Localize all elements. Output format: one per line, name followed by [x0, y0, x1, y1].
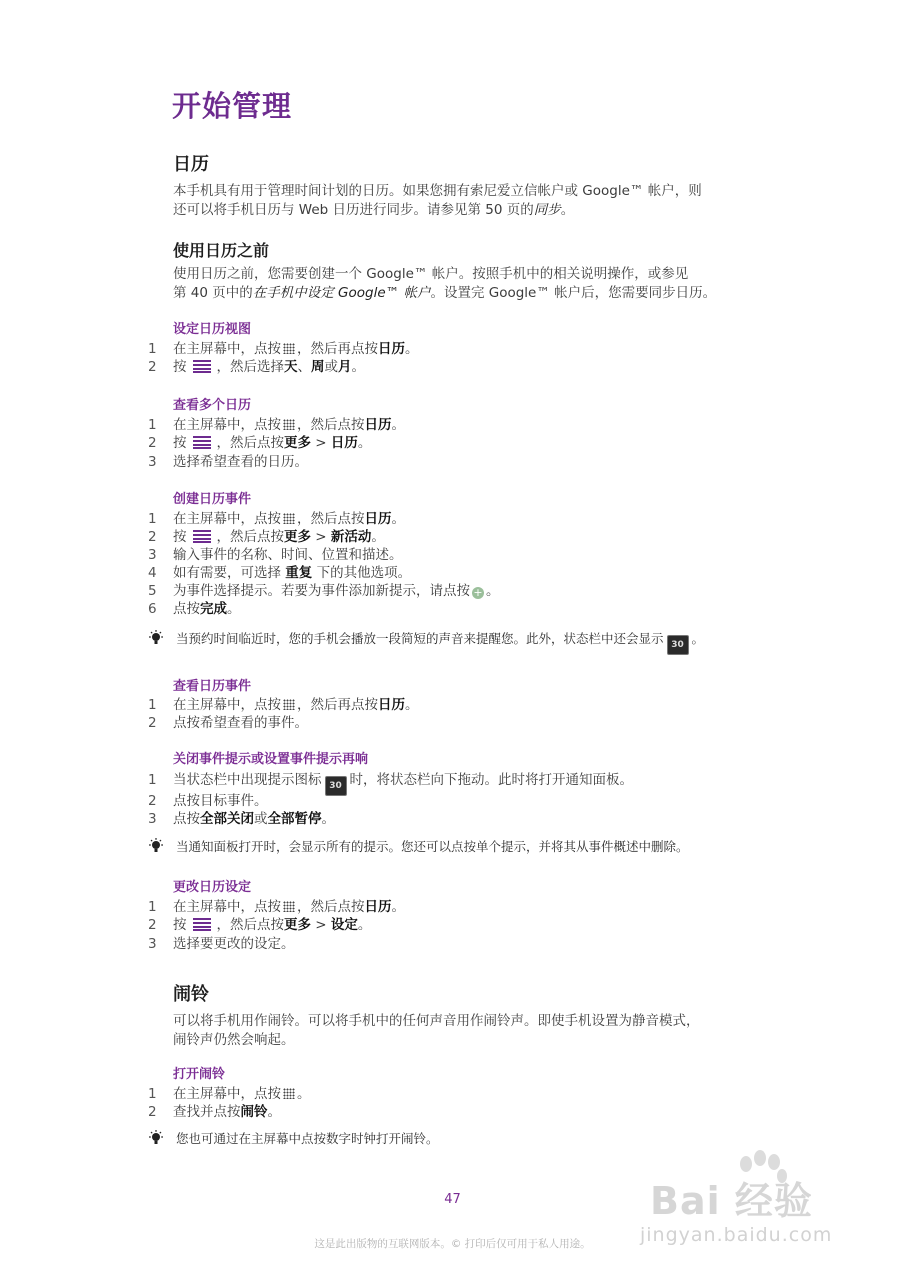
alarm-intro	[173, 1012, 773, 1050]
google-account-link[interactable]: 在手机中设定 Google™ 帐户	[252, 285, 431, 301]
step-item: 6 点按完成。	[148, 601, 241, 617]
calendar-intro-line-1: 本手机具有用于管理时间计划的日历。如果您拥有索尼爱立信帐户或 Google™ 帐户，则	[173, 183, 702, 199]
calendar-notification-icon: 30	[325, 776, 347, 796]
watermark-url: jingyan.baidu.com	[640, 1224, 833, 1246]
alarm-heading: 闹铃	[173, 984, 209, 1005]
step-item: 2 按 ，然后点按更多 > 日历。	[148, 435, 372, 451]
open-alarm-heading: 打开闹铃	[173, 1067, 226, 1082]
watermark-brand: Bai 经验	[650, 1179, 813, 1223]
step-item: 1 在主屏幕中，点按 ，然后点按日历。	[148, 899, 405, 915]
step-item: 2 按 ，然后选择天、周或月。	[148, 359, 365, 375]
menu-icon	[193, 530, 211, 543]
apps-grid-icon	[283, 699, 295, 710]
calendar-intro-line-2: 还可以将手机日历与 Web 日历进行同步。请参见第 50 页的同步。	[173, 202, 575, 218]
step-item: 1 当状态栏中出现提示图标 30 时，将状态栏向下拖动。此时将打开通知面板。	[148, 771, 633, 796]
before-using-heading: 使用日历之前	[173, 241, 270, 260]
apps-grid-icon	[283, 343, 295, 354]
step-item: 2 按 ，然后点按更多 > 新活动。	[148, 529, 385, 545]
menu-icon	[193, 918, 211, 931]
alarm-intro-line-2: 闹铃声仍然会响起。	[173, 1032, 295, 1048]
page-title: 开始管理	[172, 89, 293, 123]
sync-link[interactable]: 同步	[533, 202, 561, 218]
lightbulb-icon	[148, 1130, 164, 1146]
copyright-footer: 这是此出版物的互联网版本。© 打印后仅可用于私人用途。	[314, 1238, 591, 1250]
step-item: 3 输入事件的名称、时间、位置和描述。	[148, 547, 403, 563]
step-item: 4 如有需要，可选择 重复 下的其他选项。	[148, 565, 412, 581]
step-item: 2 按 ，然后点按更多 > 设定。	[148, 917, 372, 933]
page-number: 47	[444, 1192, 461, 1207]
dismiss-reminder-heading: 关闭事件提示或设置事件提示再响	[173, 752, 369, 767]
step-item: 1 在主屏幕中，点按 ，然后点按日历。	[148, 417, 405, 433]
before-using-line-1: 使用日历之前，您需要创建一个 Google™ 帐户。按照手机中的相关说明操作，或参见	[173, 266, 689, 282]
apps-grid-icon	[283, 1088, 295, 1099]
step-item: 1 在主屏幕中，点按 ，然后点按日历。	[148, 511, 405, 527]
step-item: 2 查找并点按闹铃。	[148, 1104, 281, 1120]
create-event-heading: 创建日历事件	[173, 492, 252, 507]
apps-grid-icon	[283, 901, 295, 912]
tip-note: 您也可通过在主屏幕中点按数字时钟打开闹铃。	[148, 1130, 439, 1148]
step-item: 3 选择希望查看的日历。	[148, 454, 308, 470]
step-item: 2 点按目标事件。	[148, 793, 268, 809]
apps-grid-icon	[283, 513, 295, 524]
menu-icon	[193, 360, 211, 373]
menu-icon	[193, 436, 211, 449]
before-using-line-2: 第 40 页中的在手机中设定 Google™ 帐户。设置完 Google™ 帐户后，您需要同步日历。	[173, 285, 717, 301]
before-using-paragraph	[173, 265, 773, 303]
baidu-watermark	[640, 1150, 860, 1260]
apps-grid-icon	[283, 419, 295, 430]
step-item: 1 在主屏幕中，点按 ，然后再点按日历。	[148, 697, 419, 713]
step-item: 5 为事件选择提示。若要为事件添加新提示，请点按 + 。	[148, 583, 500, 599]
calendar-notification-icon: 30	[667, 635, 689, 655]
tip-note: 当通知面板打开时，会显示所有的提示。您还可以点按单个提示，并将其从事件概述中删除。	[148, 838, 689, 856]
lightbulb-icon	[148, 630, 164, 646]
add-reminder-icon: +	[473, 586, 483, 599]
lightbulb-icon	[148, 838, 164, 854]
step-item: 2 点按希望查看的事件。	[148, 715, 308, 731]
settings-heading: 更改日历设定	[173, 880, 252, 895]
view-event-heading: 查看日历事件	[173, 679, 252, 694]
step-item: 3 点按全部关闭或全部暂停。	[148, 811, 335, 827]
step-item: 3 选择要更改的设定。	[148, 936, 295, 952]
calendar-intro	[173, 182, 773, 220]
alarm-intro-line-1: 可以将手机用作闹铃。可以将手机中的任何声音用作闹铃声。即使手机设置为静音模式，	[173, 1013, 700, 1029]
tip-note: 当预约时间临近时，您的手机会播放一段简短的声音来提醒您。此外，状态栏中还会显示 30 。	[148, 630, 704, 655]
step-item: 1 在主屏幕中，点按 ，然后再点按日历。	[148, 341, 419, 357]
step-item: 1 在主屏幕中，点按 。	[148, 1086, 311, 1102]
set-view-heading: 设定日历视图	[173, 322, 252, 337]
multi-calendar-heading: 查看多个日历	[173, 398, 252, 413]
calendar-heading: 日历	[173, 154, 209, 175]
